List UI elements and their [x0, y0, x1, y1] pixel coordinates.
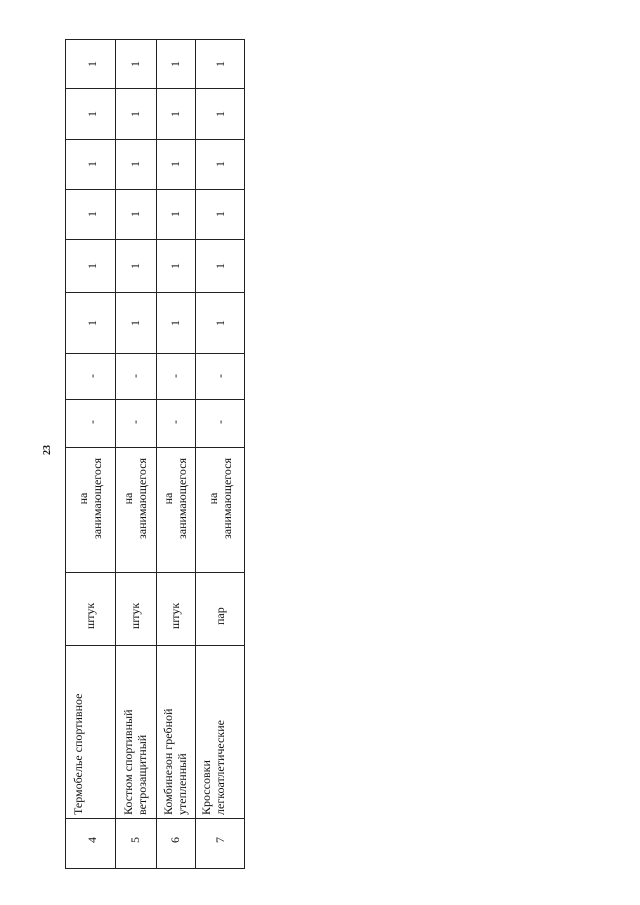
table-cell-name: Костюм спортивный ветрозащитный	[121, 709, 149, 815]
table-cell-value: 1	[85, 211, 99, 217]
table-cell-value: 1	[213, 161, 227, 167]
table-cell-value: -	[85, 374, 99, 378]
table-cell-unit: штук	[168, 602, 182, 629]
table-cell-value: 1	[85, 111, 99, 117]
table-cell-value: 1	[213, 211, 227, 217]
table-cell-value: 1	[213, 320, 227, 326]
table-cell-unit: пар	[213, 607, 227, 625]
table-cell-value: 1	[85, 161, 99, 167]
table-cell-value: 1	[128, 211, 142, 217]
col-divider	[65, 818, 245, 819]
table-cell-value: 1	[85, 263, 99, 269]
table-cell-num: 6	[168, 837, 182, 843]
table-cell-num: 4	[85, 837, 99, 843]
table-cell-value: -	[85, 420, 99, 424]
table-cell-value: 1	[85, 61, 99, 67]
table-cell-value: -	[128, 420, 142, 424]
table-cell-unit: штук	[83, 602, 97, 629]
table-cell-value: 1	[128, 263, 142, 269]
col-divider	[65, 353, 245, 354]
table-cell-value: -	[213, 420, 227, 424]
col-divider	[65, 139, 245, 140]
table-cell-num: 7	[213, 837, 227, 843]
col-divider	[65, 572, 245, 573]
table-cell-value: -	[213, 374, 227, 378]
table-cell-value: -	[168, 374, 182, 378]
table-cell-value: 1	[128, 111, 142, 117]
table-cell-value: 1	[168, 61, 182, 67]
table-cell-per: на занимающегося	[76, 457, 104, 539]
col-divider	[65, 399, 245, 400]
table-cell-value: 1	[213, 263, 227, 269]
row-divider	[115, 39, 116, 869]
table-cell-value: -	[168, 420, 182, 424]
table-cell-per: на занимающегося	[161, 457, 189, 539]
table-cell-value: 1	[168, 111, 182, 117]
table-cell-value: 1	[168, 211, 182, 217]
col-divider	[65, 189, 245, 190]
table-cell-value: 1	[168, 161, 182, 167]
table-cell-value: -	[128, 374, 142, 378]
table-cell-value: 1	[213, 61, 227, 67]
table-cell-unit: штук	[128, 602, 142, 629]
table-cell-value: 1	[213, 111, 227, 117]
table-cell-value: 1	[128, 161, 142, 167]
col-divider	[65, 292, 245, 293]
col-divider	[65, 447, 245, 448]
col-divider	[65, 645, 245, 646]
col-divider	[65, 239, 245, 240]
page-number: 23	[42, 445, 53, 455]
table-cell-name: Термобелье спортивное	[71, 693, 85, 815]
table-cell-per: на занимающегося	[206, 457, 234, 539]
equipment-table	[65, 39, 245, 869]
table-cell-value: 1	[85, 320, 99, 326]
table-cell-per: на занимающегося	[121, 457, 149, 539]
col-divider	[65, 88, 245, 89]
table-cell-value: 1	[128, 320, 142, 326]
table-cell-value: 1	[168, 263, 182, 269]
row-divider	[156, 39, 157, 869]
table-cell-num: 5	[128, 837, 142, 843]
row-divider	[195, 39, 196, 869]
table-cell-name: Кроссовки легкоатлетические	[199, 720, 227, 815]
table-cell-value: 1	[168, 320, 182, 326]
table-cell-value: 1	[128, 61, 142, 67]
table-cell-name: Комбинезон гребной утепленный	[161, 708, 189, 815]
